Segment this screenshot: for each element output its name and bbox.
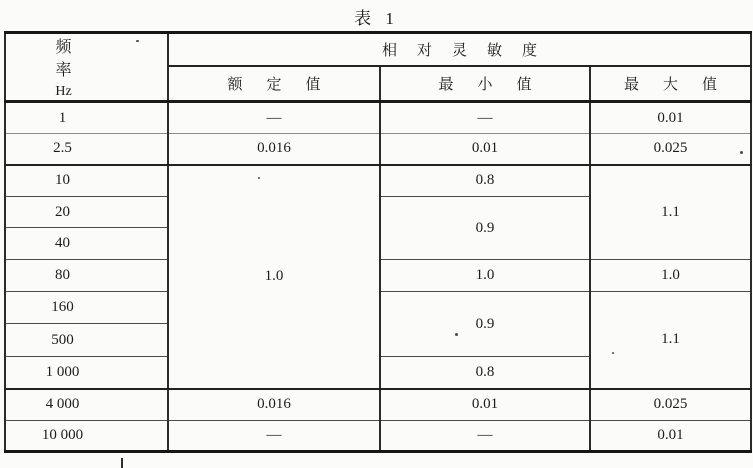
freq-cell: 40 xyxy=(5,228,168,260)
table-row xyxy=(5,389,751,421)
scan-speck xyxy=(740,151,743,154)
header-frequency xyxy=(5,33,168,102)
rated-cell: — xyxy=(168,421,380,452)
scan-speck xyxy=(612,352,614,354)
min-cell: — xyxy=(380,102,590,134)
max-cell: 1.0 xyxy=(590,260,751,292)
relative-sensitivity-table xyxy=(4,31,752,453)
scan-speck xyxy=(136,40,139,42)
header-min-value: 最小值 xyxy=(380,66,590,101)
freq-cell: 1 xyxy=(5,102,168,134)
freq-cell: 160 xyxy=(5,292,168,324)
max-cell: 0.01 xyxy=(590,421,751,452)
rated-cell: — xyxy=(168,102,380,134)
freq-cell: 4 000 xyxy=(5,389,168,421)
freq-cell: 10 000 xyxy=(5,421,168,452)
rated-cell-merged: 1.0 xyxy=(168,165,380,389)
max-cell: 0.025 xyxy=(590,134,751,165)
table-row xyxy=(5,134,751,165)
header-frequency-unit: Hz xyxy=(55,84,72,99)
header-relative-sensitivity: 相对灵敏度 xyxy=(168,33,751,67)
min-cell-merged: 0.9 xyxy=(380,197,590,260)
scan-speck xyxy=(455,333,458,336)
freq-cell: 10 xyxy=(5,165,168,197)
min-cell: — xyxy=(380,421,590,452)
table-row xyxy=(5,421,751,452)
table-caption: 表 1 xyxy=(354,9,399,28)
header-rated-value: 额定值 xyxy=(168,66,380,101)
min-cell-merged: 0.9 xyxy=(380,292,590,357)
freq-cell: 20 xyxy=(5,197,168,228)
min-cell: 0.8 xyxy=(380,357,590,389)
header-frequency-label: 频率 xyxy=(55,39,102,79)
max-cell: 0.01 xyxy=(590,102,751,134)
scan-speck xyxy=(258,177,260,179)
freq-cell: 500 xyxy=(5,324,168,357)
rated-cell: 0.016 xyxy=(168,389,380,421)
max-cell: 0.025 xyxy=(590,389,751,421)
min-cell: 0.01 xyxy=(380,389,590,421)
min-cell: 1.0 xyxy=(380,260,590,292)
freq-cell: 2.5 xyxy=(5,134,168,165)
scan-tick-mark xyxy=(121,458,123,468)
header-max-value: 最大值 xyxy=(590,66,751,101)
max-cell-merged: 1.1 xyxy=(590,292,751,389)
min-cell: 0.01 xyxy=(380,134,590,165)
table-row xyxy=(5,102,751,134)
min-cell: 0.8 xyxy=(380,165,590,197)
table-row xyxy=(5,165,751,197)
freq-cell: 80 xyxy=(5,260,168,292)
max-cell-merged: 1.1 xyxy=(590,165,751,260)
rated-cell: 0.016 xyxy=(168,134,380,165)
freq-cell: 1 000 xyxy=(5,357,168,389)
